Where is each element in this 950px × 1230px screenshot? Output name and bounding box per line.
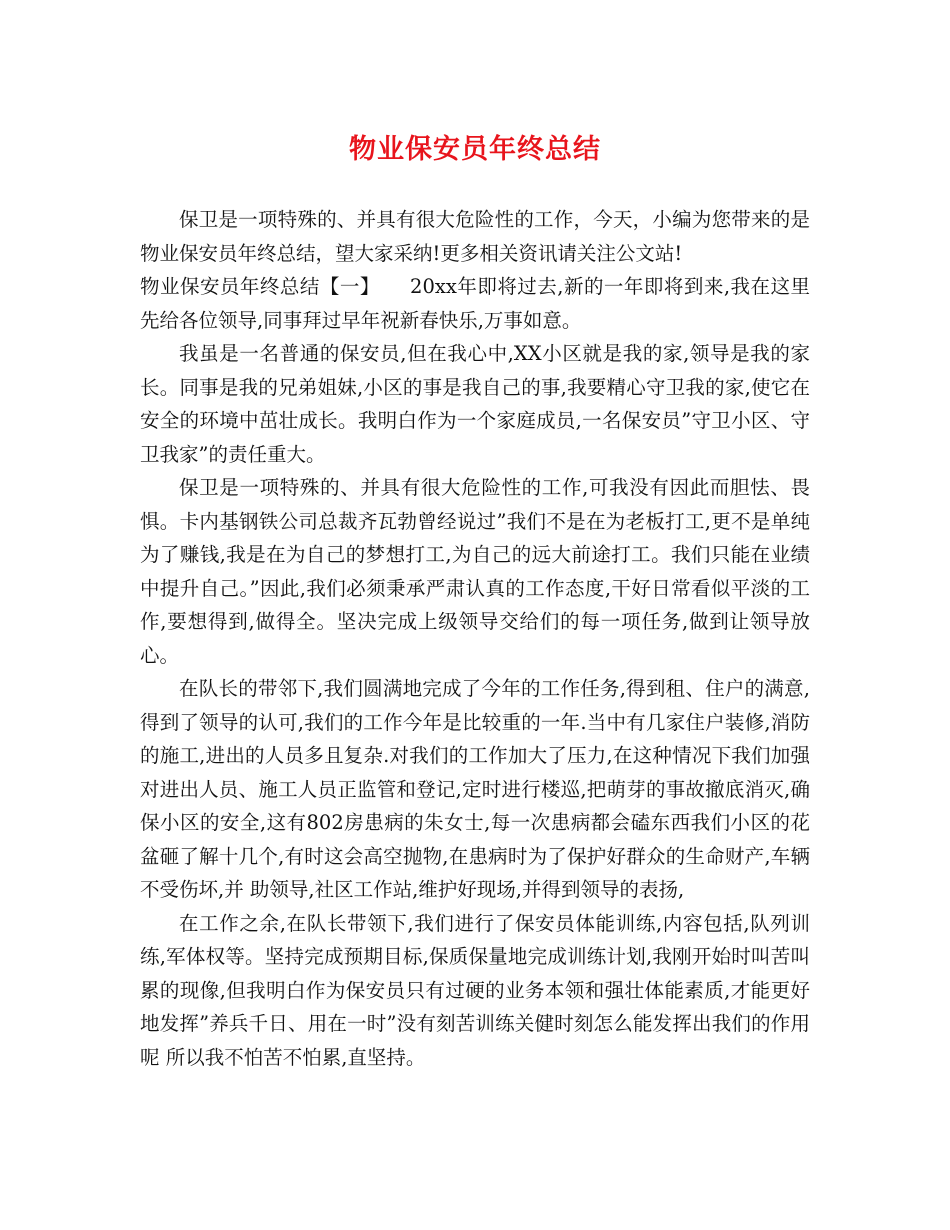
- paragraph-section-heading: 物业保安员年终总结【一】 20xx年即将过去,新的一年即将到来,我在这里先给各位领导,同事拜过早年祝新春快乐,万事如意。: [140, 275, 810, 332]
- document-title: 物业保安员年终总结: [349, 134, 601, 165]
- paragraph-intro: 保卫是一项特殊的、并具有很大危险性的工作，今天，小编为您带来的是物业保安员年终总结，望大家采纳!更多相关资讯请关注公文站!: [140, 208, 810, 265]
- paragraph-body-2: 保卫是一项特殊的、并具有很大危险性的工作,可我没有因此而胆怯、畏惧。卡内基钢铁公司总裁齐瓦勃曾经说过”我们不是在为老板打工,更不是单纯为了赚钱,我是在为自己的梦想打工,为自己的远大前途打工。我们只能在业绩中提升自己。”因此,我们必须秉承严肃认真的工作态度,干好日常看似平淡的工作,要想得到,做得全。坚决完成上级领导交给们的每一项任务,做到让领导放心。: [140, 476, 810, 667]
- paragraph-body-1: 我虽是一名普通的保安员,但在我心中,XX小区就是我的家,领导是我的家长。同事是我的兄弟姐妹,小区的事是我自己的事,我要精心守卫我的家,使它在安全的环境中茁壮成长。我明白作为一个家庭成员,一名保安员”守卫小区、守卫我家”的责任重大。: [140, 342, 810, 466]
- paragraph-body-3: 在队长的带邻下,我们圆满地完成了今年的工作任务,得到租、住户的满意,得到了领导的认可,我们的工作今年是比较重的一年.当中有几家住户装修,消防的施工,进出的人员多且复杂.对我们的工作加大了压力,在这种情况下我们加强对进出人员、施工人员正监管和登记,定时进行楼巡,把萌芽的事故撤底消灭,确保小区的安全,这有802房患病的朱女士,每一次患病都会磕东西我们小区的花盆砸了解十几个,有时这会高空抛物,在患病时为了保护好群众的生命财产,车辆不受伤坏,并 助领导,社区工作站,维护好现场,并得到领导的表扬,: [140, 677, 810, 901]
- document-body: [140, 203, 810, 1074]
- paragraph-body-4: 在工作之余,在队长带领下,我们进行了保安员体能训练,内容包括,队列训练,军体权等。坚持完成预期目标,保质保量地完成训练计划,我刚开始时叫苦叫累的现像,但我明白作为保安员只有过硬的业务本领和强壮体能素质,才能更好地发挥”养兵千日、用在一时”没有刻苦训练关健时刻怎么能发挥出我们的作用呢 所以我不怕苦不怕累,直坚持。: [140, 911, 810, 1069]
